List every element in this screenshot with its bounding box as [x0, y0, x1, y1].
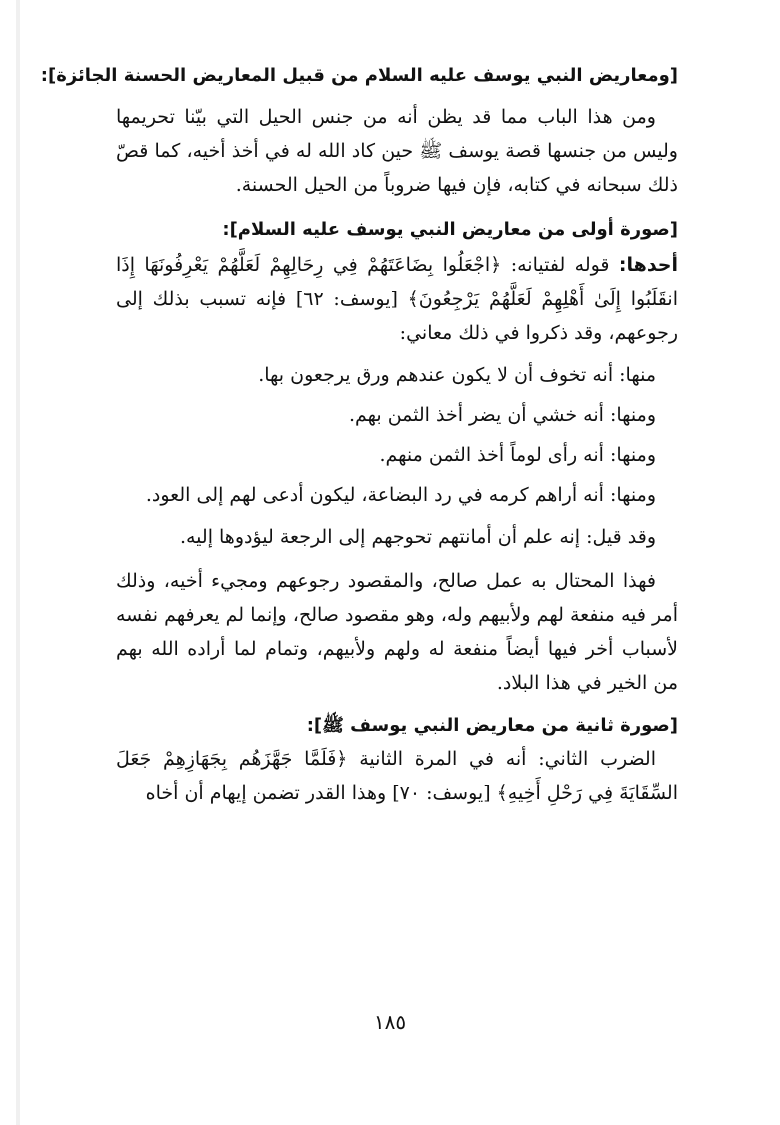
first-reference: [يوسف: ٦٢] فإنه تسبب بذلك إلى رجوعهم، وقد ذكروا في ذلك معاني:: [116, 288, 678, 344]
paragraph-first-form: [116, 248, 678, 350]
meaning-1: منها: أنه تخوف أن لا يكون عندهم ورق يرجعون بها.: [258, 364, 656, 386]
meaning-5: وقد قيل: إنه علم أن أمانتهم تحوجهم إلى الرجعة ليؤدوها إليه.: [179, 526, 656, 548]
second-reference: [يوسف: ٧٠] وهذا القدر تضمن إيهام أن أخاه: [145, 782, 497, 804]
paragraph-1: ومن هذا الباب مما قد يظن أنه من جنس الحيل التي بيّنا تحريمها وليس من جنسها قصة يوسف ﷺ حين كاد الله له في أخذ أخيه، كما قصّ ذلك سبحانه في كتابه، فإن فيها ضروباً من الحيل الحسنة.: [116, 106, 678, 196]
meaning-3: ومنها: أنه رأى لوماً أخذ الثمن منهم.: [379, 444, 656, 466]
section-heading-1: [ومعاريض النبي يوسف عليه السلام من قبيل المعاريض الحسنة الجائزة]:: [40, 65, 678, 86]
paragraph-second-form: [116, 742, 678, 810]
second-intro: الضرب الثاني: أنه في المرة الثانية: [347, 748, 656, 770]
section-heading-2: [صورة أولى من معاريض النبي يوسف عليه السلام]:: [222, 219, 678, 240]
first-lead: أحدها:: [618, 254, 678, 276]
quran-verse-2: ﴿فَلَمَّا جَهَّزَهُم بِجَهَازِهِمْ جَعَلَ السِّقَايَةَ فِي رَحْلِ أَخِيهِ﴾: [116, 748, 678, 804]
conclusion-paragraph: فهذا المحتال به عمل صالح، والمقصود رجوعهم ومجيء أخيه، وذلك أمر فيه منفعة لهم ولأبيهم وله، وهو مقصود صالح، وإنما لم يعرفهم نفسه لأسباب أخر فيها أيضاً منفعة له ولهم ولأبيهم، وتمام لما أراده الله بهم من الخير في هذا البلاد.: [116, 570, 678, 694]
first-intro: قوله لفتيانه:: [501, 254, 619, 276]
page-number: ١٨٥: [373, 1010, 407, 1034]
meaning-2: ومنها: أنه خشي أن يضر أخذ الثمن بهم.: [348, 404, 656, 426]
page-content: [40, 62, 678, 810]
quran-verse-1: ﴿اجْعَلُوا بِضَاعَتَهُمْ فِي رِحَالِهِمْ لَعَلَّهُمْ يَعْرِفُونَهَا إِذَا انقَلَبُوا إِلَىٰ أَهْلِهِمْ لَعَلَّهُمْ يَرْجِعُونَ﴾: [116, 254, 678, 310]
page-edge: [16, 0, 20, 1125]
meaning-4: ومنها: أنه أراهم كرمه في رد البضاعة، ليكون أدعى لهم إلى العود.: [145, 484, 656, 506]
section-heading-3: [صورة ثانية من معاريض النبي يوسف ﷺ]:: [306, 715, 678, 736]
